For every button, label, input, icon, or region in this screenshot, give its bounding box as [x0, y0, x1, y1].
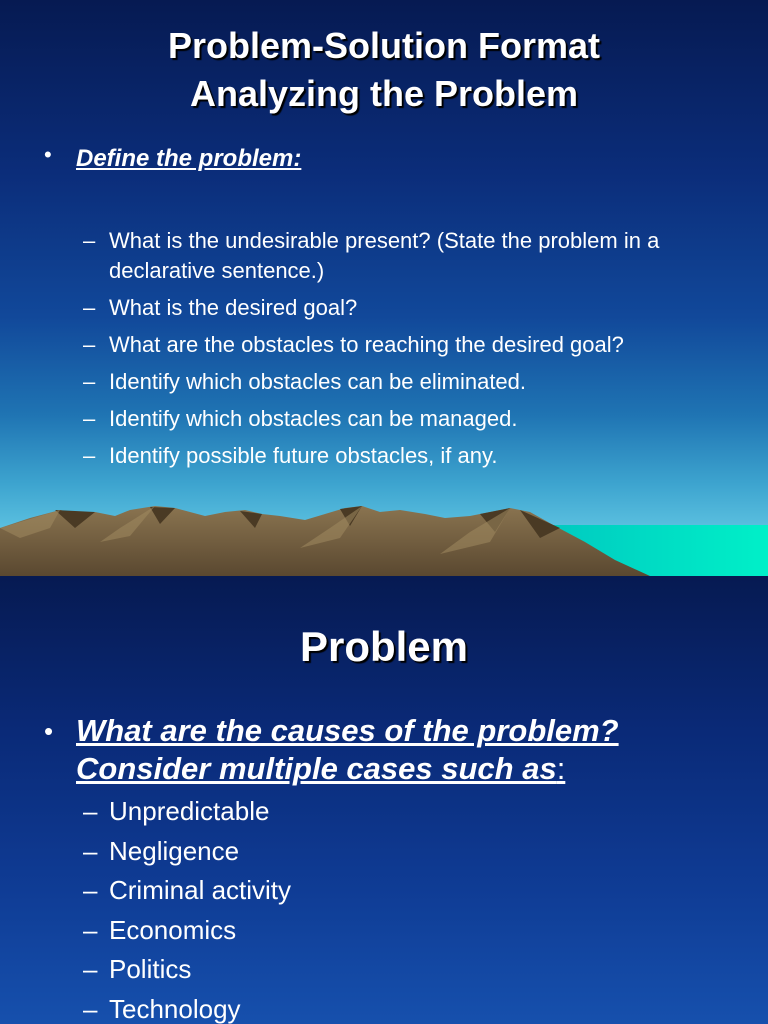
bullet-icon: • — [44, 142, 52, 167]
list-item — [83, 441, 723, 471]
list-item — [83, 293, 723, 323]
define-problem-list — [83, 226, 723, 478]
list-item-text: Technology — [109, 993, 241, 1024]
slide-1-title-line-2: Analyzing the Problem — [189, 73, 579, 114]
list-item — [83, 226, 723, 286]
dash-icon: – — [83, 295, 96, 320]
causes-heading — [76, 712, 619, 788]
dash-icon: – — [83, 875, 98, 905]
list-item-text: Politics — [109, 954, 192, 984]
list-item-text: Identify which obstacles can be eliminated. — [109, 369, 527, 394]
list-item-text: Identify which obstacles can be managed. — [109, 406, 518, 431]
mountain-landscape — [0, 498, 768, 576]
list-item — [83, 367, 723, 397]
list-item-text: Criminal activity — [109, 875, 292, 905]
list-item — [83, 873, 723, 907]
dash-icon: – — [83, 369, 96, 394]
dash-icon: – — [83, 993, 98, 1024]
list-item — [83, 952, 723, 986]
define-problem-heading: Define the problem: — [76, 145, 302, 172]
causes-list — [83, 794, 723, 1024]
slide-1-title-line-1: Problem-Solution Format — [168, 25, 600, 66]
dash-icon: – — [83, 954, 98, 984]
causes-heading-colon: : — [556, 751, 566, 786]
list-item-text: Unpredictable — [109, 796, 270, 826]
list-item — [83, 913, 723, 947]
list-item-text: What are the obstacles to reaching the desired goal? — [109, 332, 624, 357]
causes-heading-line-2: Consider multiple cases such as — [76, 751, 557, 786]
list-item — [83, 404, 723, 434]
slide-1-title — [0, 22, 768, 118]
dash-icon: – — [83, 914, 98, 945]
list-item — [83, 794, 723, 828]
dash-icon: – — [83, 796, 98, 826]
list-item-text: Economics — [109, 914, 237, 945]
list-item-text: Identify possible future obstacles, if any. — [109, 443, 498, 468]
dash-icon: – — [83, 228, 96, 253]
list-item-text: What is the undesirable present? (State the problem in a declarative sentence.) — [109, 228, 660, 283]
list-item — [83, 834, 723, 868]
dash-icon: – — [83, 443, 96, 468]
bullet-icon: • — [44, 716, 54, 746]
dash-icon: – — [83, 406, 96, 431]
dash-icon: – — [83, 835, 98, 866]
list-item-text: Negligence — [109, 835, 240, 866]
slide-2 — [0, 576, 768, 1024]
slide-2-title: Problem — [299, 623, 469, 670]
causes-heading-line-1: What are the causes of the problem? — [76, 713, 619, 748]
list-item-text: What is the desired goal? — [109, 295, 358, 320]
list-item — [83, 330, 723, 360]
dash-icon: – — [83, 332, 96, 357]
list-item — [83, 992, 723, 1024]
